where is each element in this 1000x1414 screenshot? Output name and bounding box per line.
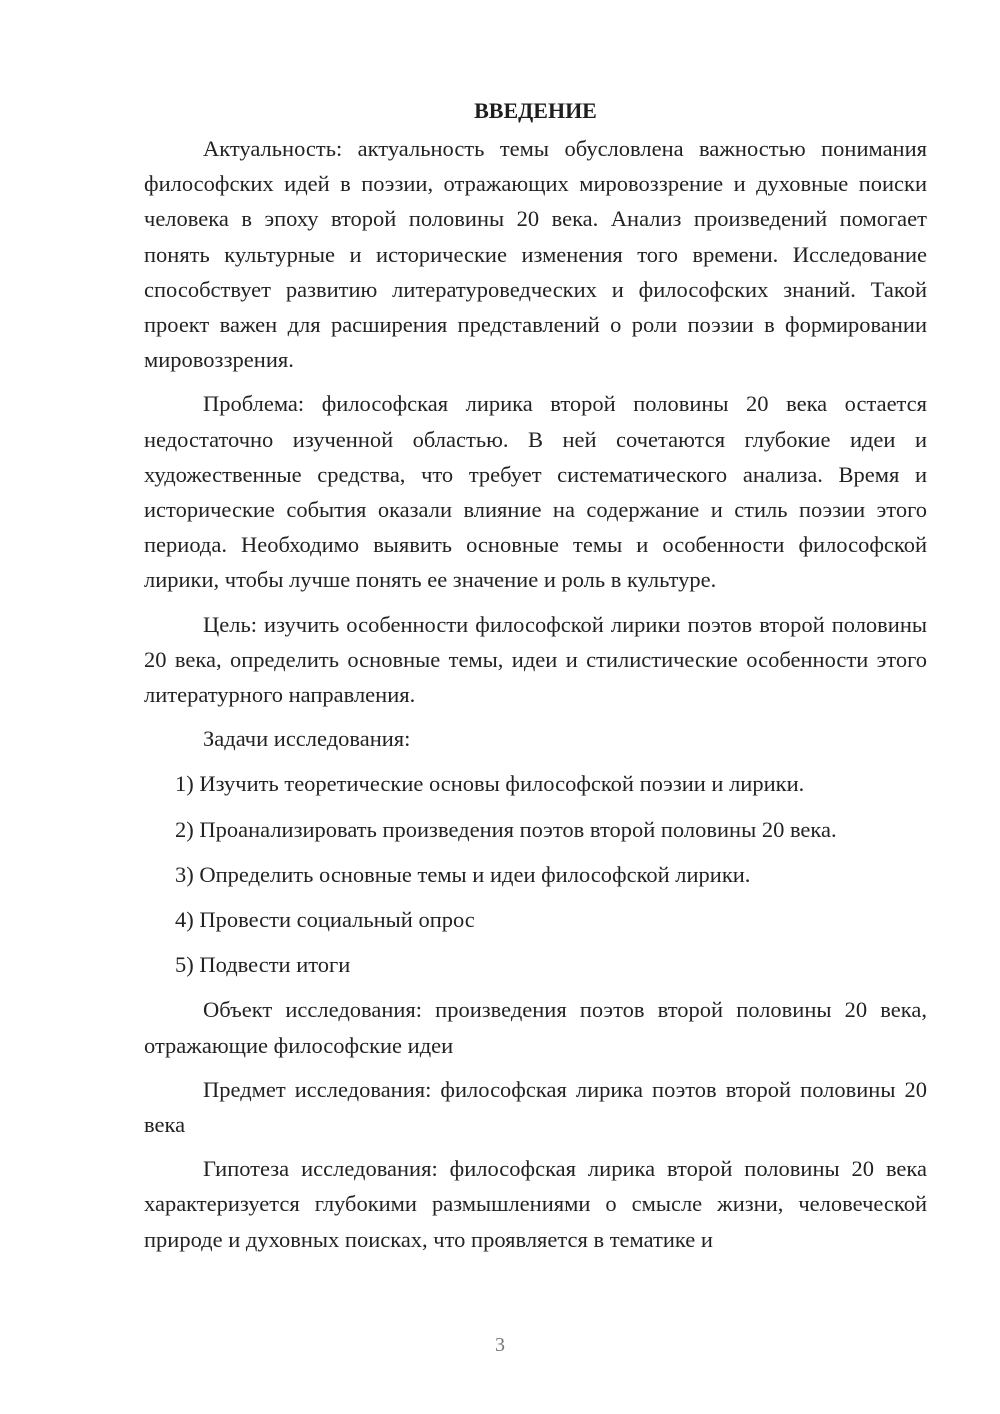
paragraph-subject: Предмет исследования: философская лирика поэтов второй половины 20 века <box>144 1076 927 1138</box>
paragraph-object: Объект исследования: произведения поэтов второй половины 20 века, отражающие философские идеи <box>144 997 927 1058</box>
section-heading: ВВЕДЕНИЕ <box>474 98 597 123</box>
paragraph-problem: Проблема: философская лирика второй половины 20 века остается недостаточно изученной областью. В ней сочетаются глубокие идеи и художественные средства, что требует систематического анализа. Время и исторические события оказали влияние на содержание и стиль поэзии этого периода. Необходимо выявить основные темы и особенности философской лирики, чтобы лучше понять ее значение и роль в культуре. <box>144 391 927 593</box>
paragraph-goal: Цель: изучить особенности философской лирики поэтов второй половины 20 века, определить основные темы, идеи и стилистические особенности этого литературного направления. <box>144 611 927 708</box>
tasks-list <box>144 766 927 982</box>
list-item: 5) Подвести итоги <box>175 952 351 978</box>
tasks-heading: Задачи исследования: <box>203 726 411 752</box>
list-item: 3) Определить основные темы и идеи философской лирики. <box>175 861 751 887</box>
paragraph-hypothesis: Гипотеза исследования: философская лирика второй половины 20 века характеризуется глубокими размышлениями о смысле жизни, человеческой природе и духовных поисках, что проявляется в тематике и <box>144 1156 927 1252</box>
list-item: 2) Проанализировать произведения поэтов второй половины 20 века. <box>175 816 837 842</box>
list-item: 4) Провести социальный опрос <box>175 907 475 933</box>
list-item: 1) Изучить теоретические основы философской поэзии и лирики. <box>175 771 805 797</box>
document-page <box>144 95 927 1266</box>
page-number: 3 <box>495 1334 505 1356</box>
paragraph-relevance: Актуальность: актуальность темы обусловлена важностью понимания философских идей в поэзии, отражающих мировоззрение и духовные поиски человека в эпоху второй половины 20 века. Анализ произведений помогает понять культурные и исторические изменения того времени. Исследование способствует развитию литературоведческих и философских знаний. Такой проект важен для расширения представлений о роли поэзии в формировании мировоззрения. <box>144 136 927 373</box>
